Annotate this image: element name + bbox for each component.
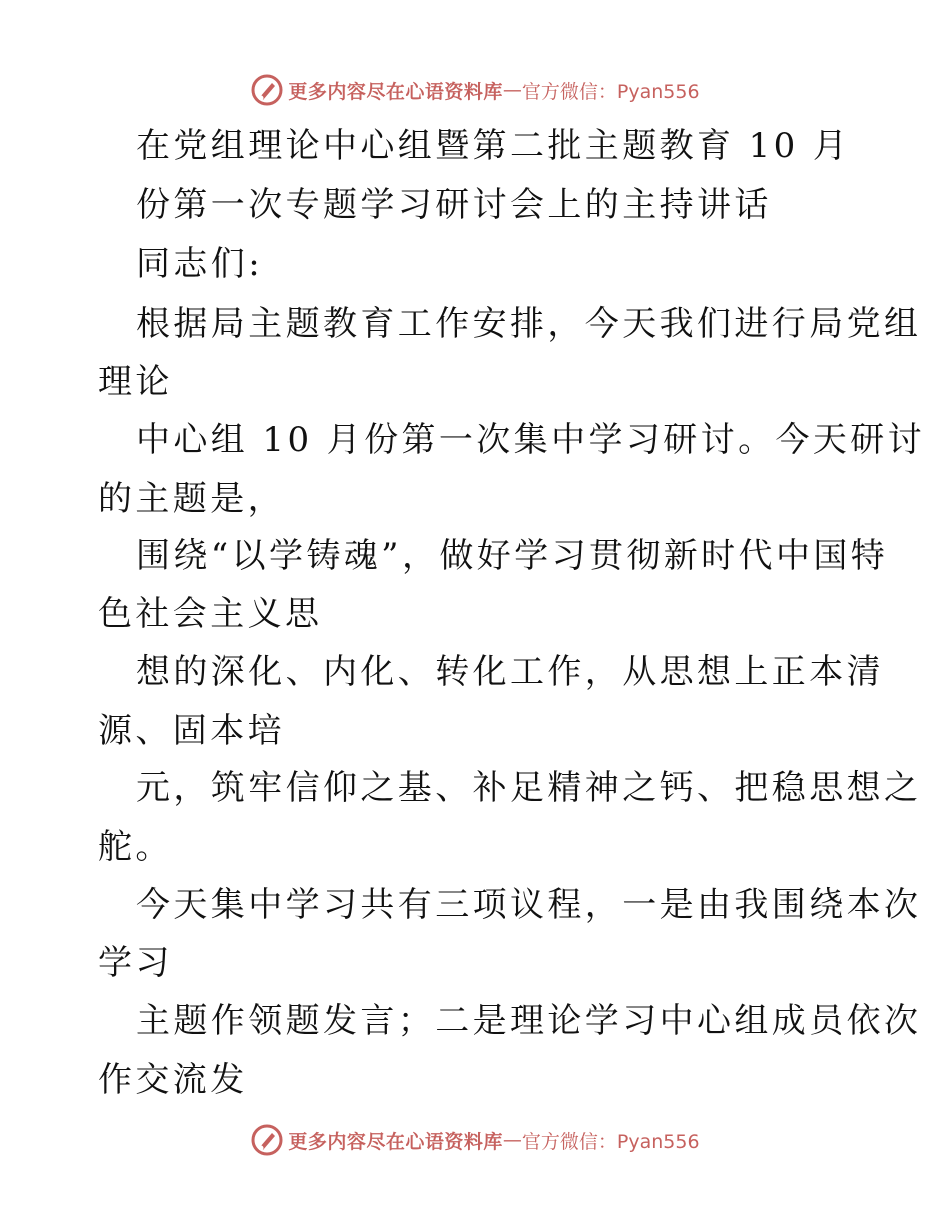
paragraph-line: 舵。	[98, 827, 173, 867]
pen-nib-logo-icon	[250, 73, 284, 107]
watermark-dash: —	[502, 1129, 522, 1151]
header-watermark	[0, 70, 950, 110]
paragraph-line: 的主题是，	[98, 479, 285, 519]
salutation: 同志们:	[136, 244, 264, 284]
pen-nib-logo-icon	[250, 1123, 284, 1157]
watermark-text: 更多内容尽在心语资料库	[288, 1130, 503, 1153]
paragraph-line: 学习	[98, 943, 173, 983]
paragraph-line: 想的深化、内化、转化工作，从思想上正本清	[136, 652, 884, 692]
paragraph-line: 主题作领题发言；二是理论学习中心组成员依次	[136, 1001, 922, 1041]
paragraph-line: 色社会主义思	[98, 594, 323, 634]
paragraph-line: 围绕“以学铸魂”，做好学习贯彻新时代中国特	[136, 536, 889, 576]
title-line-1: 在党组理论中心组暨第二批主题教育 10 月	[136, 126, 851, 166]
watermark-wechat: 官方微信：Pyan556	[521, 1130, 700, 1153]
paragraph-line: 根据局主题教育工作安排，今天我们进行局党组	[136, 304, 922, 344]
paragraph-line: 今天集中学习共有三项议程，一是由我围绕本次	[136, 885, 922, 925]
paragraph-line: 理论	[98, 362, 173, 402]
watermark-dash: —	[502, 79, 522, 101]
title-line-2: 份第一次专题学习研讨会上的主持讲话	[136, 185, 772, 225]
paragraph-line: 作交流发	[98, 1060, 248, 1100]
paragraph-line: 元，筑牢信仰之基、补足精神之钙、把稳思想之	[136, 768, 922, 808]
paragraph-line: 源、固本培	[98, 711, 285, 751]
watermark-wechat: 官方微信：Pyan556	[521, 80, 700, 103]
watermark-text: 更多内容尽在心语资料库	[288, 80, 503, 103]
footer-watermark	[0, 1120, 950, 1160]
paragraph-line: 中心组 10 月份第一次集中学习研讨。今天研讨	[136, 420, 926, 460]
